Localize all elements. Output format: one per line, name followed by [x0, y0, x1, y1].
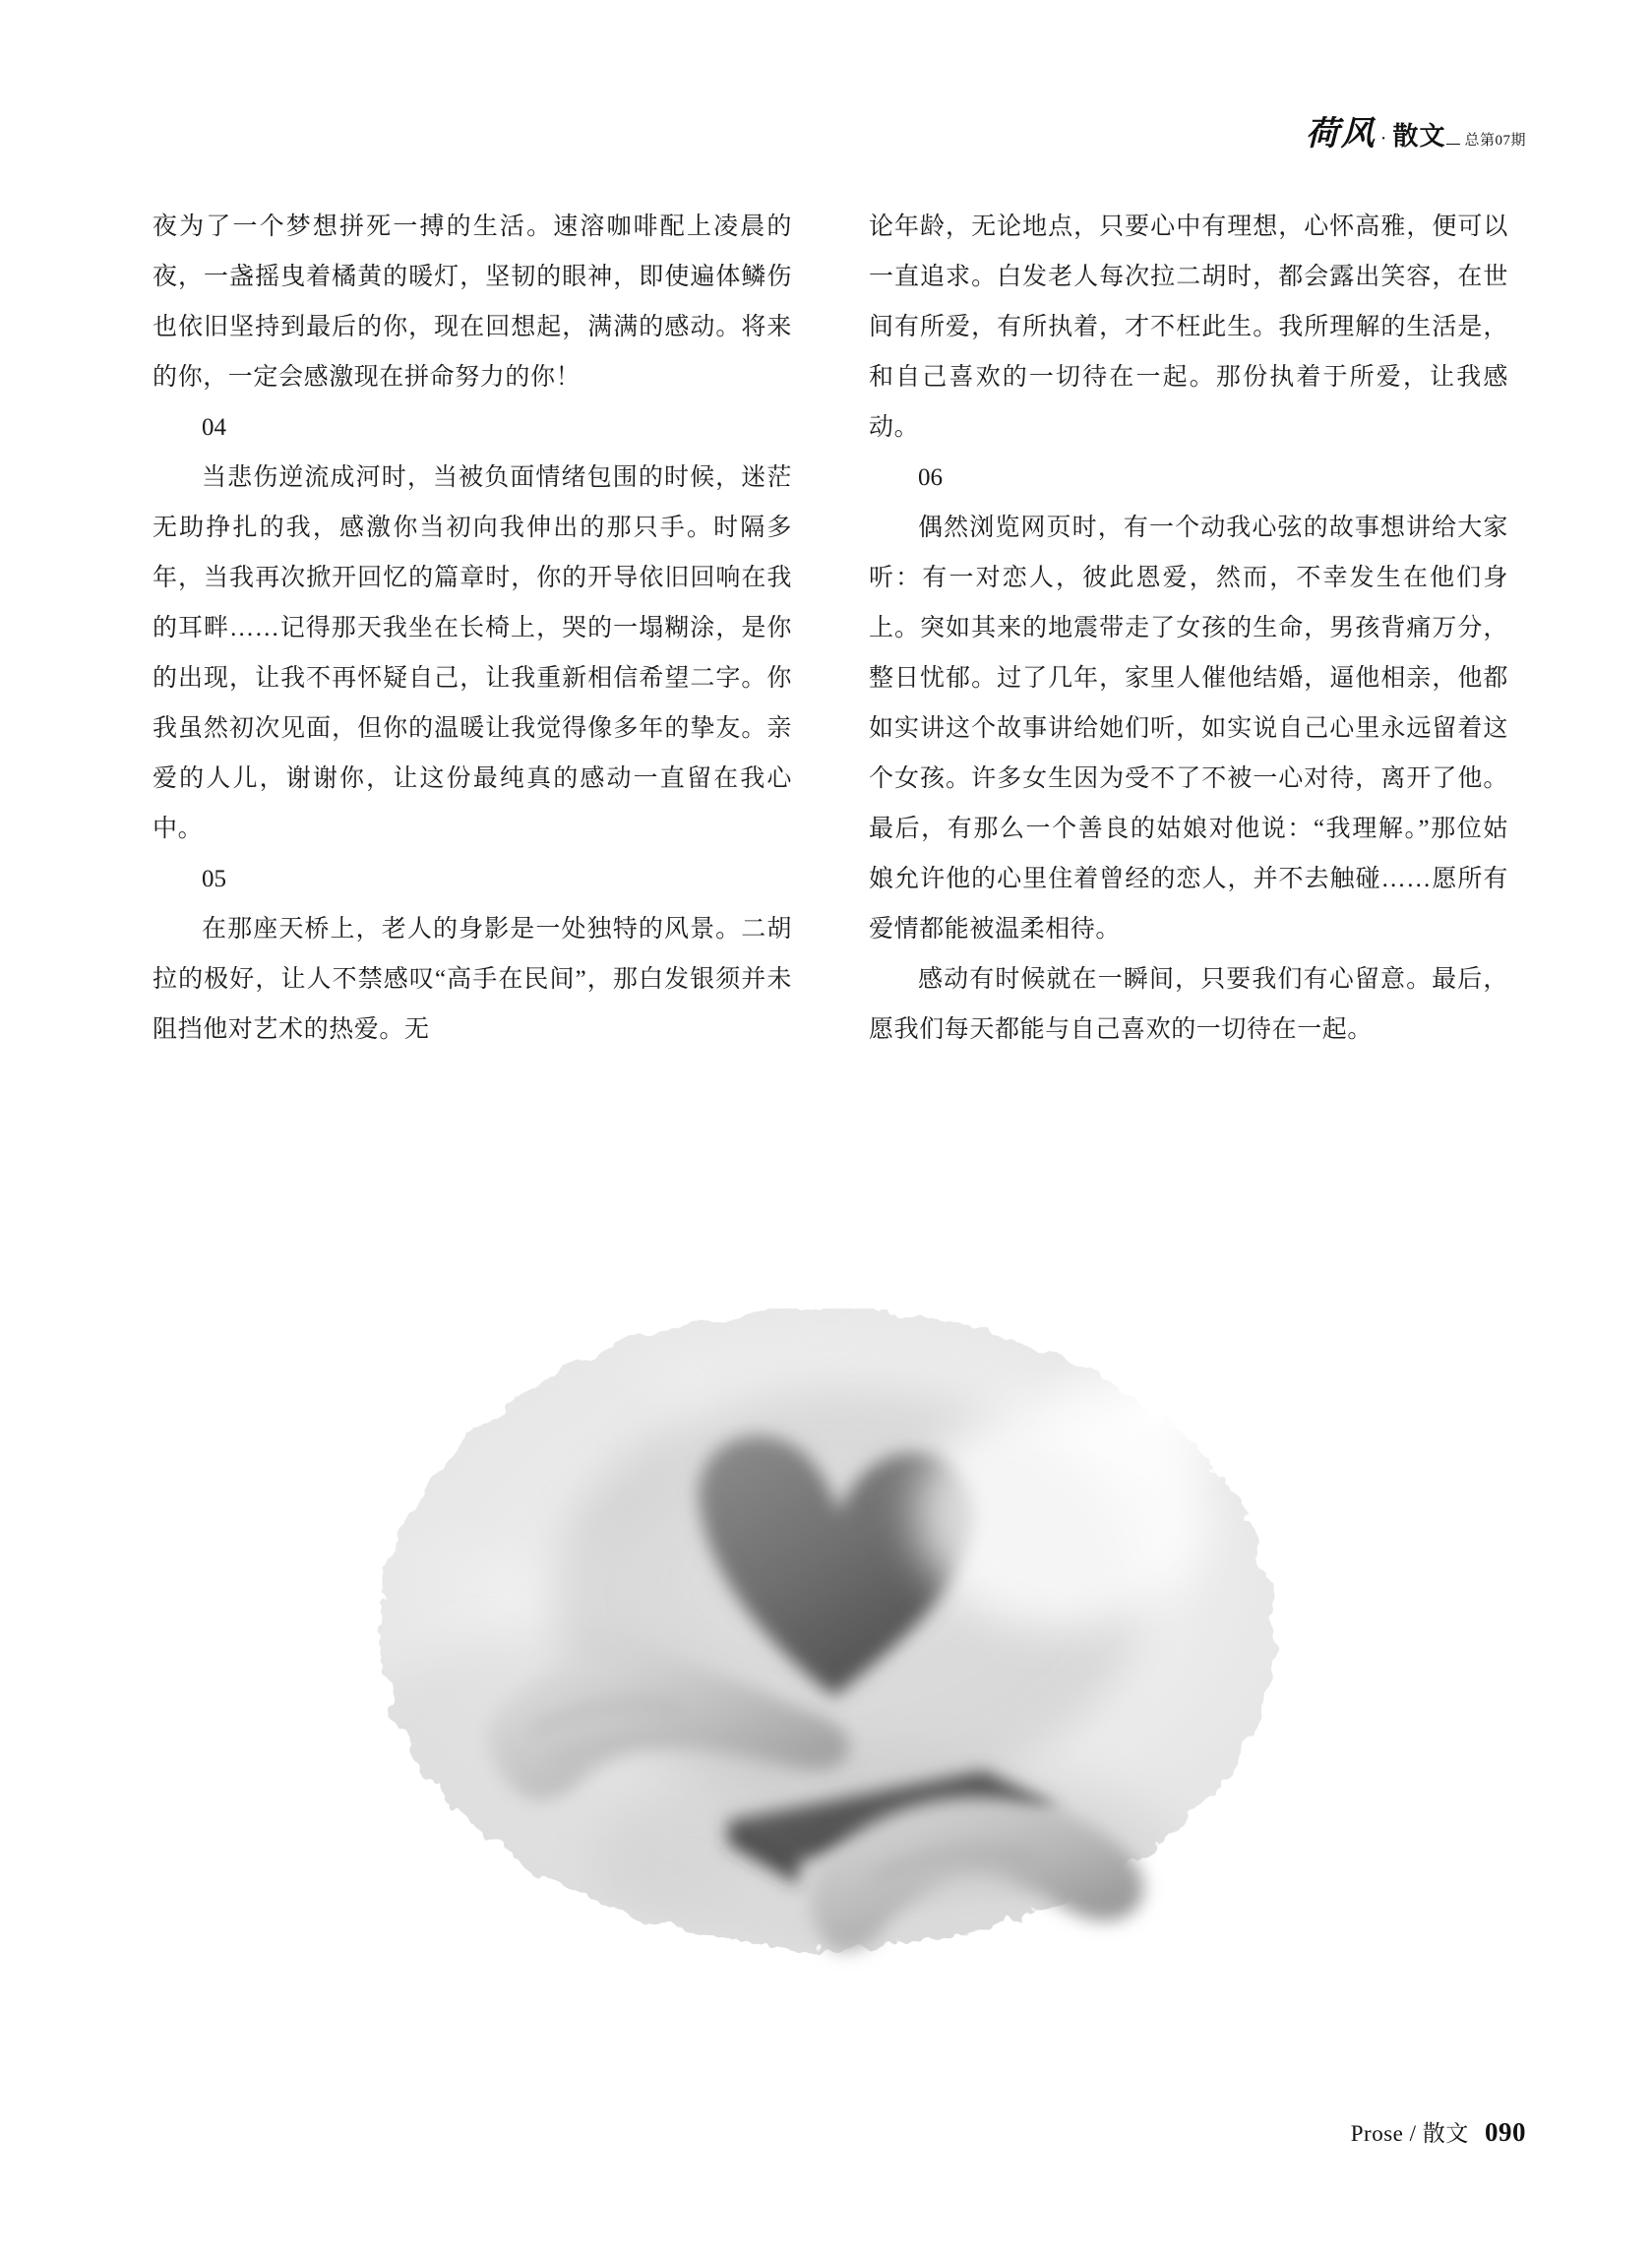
- magazine-logo: 荷风: [1305, 116, 1377, 152]
- body-paragraph: 夜为了一个梦想拼死一搏的生活。速溶咖啡配上凌晨的夜，一盏摇曳着橘黄的暖灯，坚韧的眼神，即使遍体鳞伤也依旧坚持到最后的你，现在回想起，满满的感动。将来的你，一定会感激现在拼命努力的你！: [153, 213, 792, 391]
- left-column: [153, 202, 792, 1055]
- header-section-label: 散文: [1392, 122, 1446, 151]
- section-number-04: 04: [202, 414, 226, 441]
- body-paragraph: 当悲伤逆流成河时，当被负面情绪包围的时候，迷茫无助挣扎的我，感激你当初向我伸出的那只手。时隔多年，当我再次掀开回忆的篇章时，你的开导依旧回响在我的耳畔……记得那天我坐在长椅上，哭的一塌糊涂，是你的出现，让我不再怀疑自己，让我重新相信希望二字。你我虽然初次见面，但你的温暖让我觉得像多年的挚友。亲爱的人儿，谢谢你，让这份最纯真的感动一直留在我心中。: [153, 464, 792, 842]
- hands-holding-heart-illustration: [236, 1269, 1417, 1997]
- highlight-bloom: [915, 1402, 1210, 1628]
- illustration-graphic: [236, 1269, 1417, 1997]
- header-separator-dot: ·: [1379, 128, 1387, 150]
- section-number-06: 06: [918, 464, 943, 491]
- body-paragraph: 感动有时候就在一瞬间，只要我们有心留意。最后，愿我们每天都能与自己喜欢的一切待在一起。: [869, 966, 1508, 1043]
- footer-label: Prose / 散文: [1350, 2121, 1469, 2146]
- header-issue-label: 总第07期: [1464, 133, 1526, 149]
- article-body: [153, 202, 1508, 1055]
- right-column: [869, 202, 1508, 1055]
- body-paragraph: 在那座天桥上，老人的身影是一处独特的风景。二胡拉的极好，让人不禁感叹“高手在民间”，那白发银须并未阻挡他对艺术的热爱。无: [153, 916, 792, 1043]
- header-underline-rule: [1446, 144, 1460, 145]
- body-paragraph: 偶然浏览网页时，有一个动我心弦的故事想讲给大家听：有一对恋人，彼此恩爱，然而，不幸发生在他们身上。突如其来的地震带走了女孩的生命，男孩背痛万分，整日忧郁。过了几年，家里人催他结婚，逼他相亲，他都如实讲这个故事讲给她们听，如实说自己心里永远留着这个女孩。许多女生因为受不了不被一心对待，离开了他。最后，有那么一个善良的姑娘对他说：“我理解。”那位姑娘允许他的心里住着曾经的恋人，并不去触碰……愿所有爱情都能被温柔相待。: [869, 515, 1508, 943]
- body-paragraph: 论年龄，无论地点，只要心中有理想，心怀高雅，便可以一直追求。白发老人每次拉二胡时，都会露出笑容，在世间有所爱，有所执着，才不枉此生。我所理解的生活是，和自己喜欢的一切待在一起。那份执着于所爱，让我感动。: [869, 213, 1508, 441]
- section-number-05: 05: [202, 866, 226, 892]
- page-footer: [1351, 2115, 1526, 2148]
- page-header: [1306, 106, 1526, 154]
- page-number: 090: [1485, 2117, 1526, 2147]
